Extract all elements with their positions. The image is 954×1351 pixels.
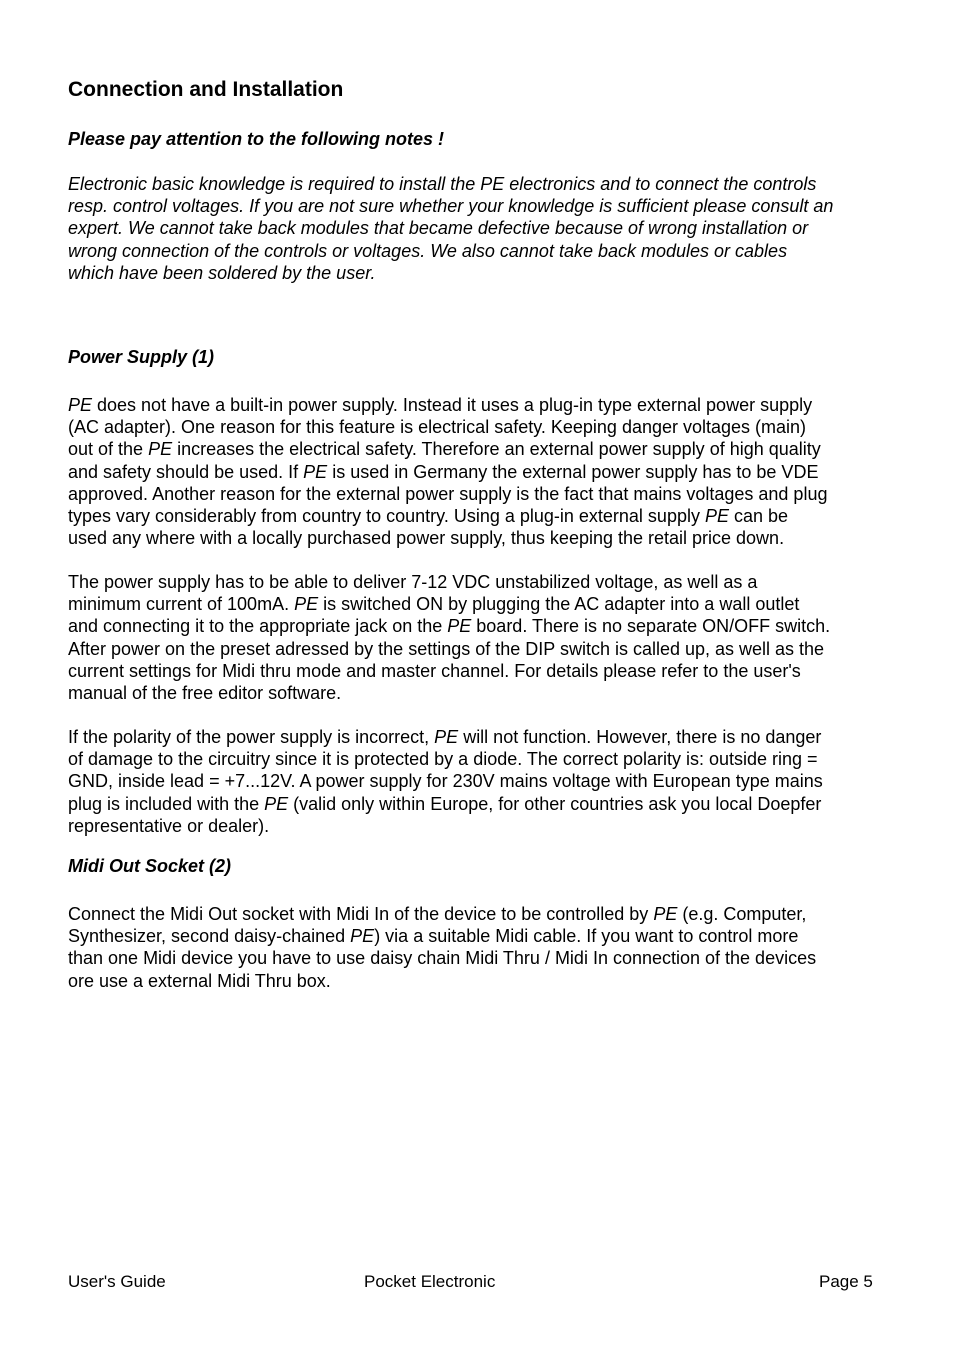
text-fragment: plug is included with the — [68, 793, 265, 814]
text-fragment: approved. Another reason for the external power supply is the fact that mains voltages and plug — [68, 483, 828, 504]
text-line — [68, 527, 890, 549]
footer-left: User's Guide — [68, 1272, 166, 1291]
power-supply-paragraph-1 — [68, 394, 890, 549]
text-fragment: can be — [728, 506, 789, 527]
pe-term: PE — [704, 506, 729, 527]
text-line — [68, 660, 890, 682]
text-line — [68, 815, 890, 837]
text-line — [68, 416, 890, 438]
text-line — [68, 970, 890, 992]
footer-page-number: Page 5 — [819, 1272, 873, 1291]
text-fragment: board. There is no separate ON/OFF switch. — [471, 616, 831, 637]
notes-line: Electronic basic knowledge is required to install the PE electronics and to connect the controls — [68, 174, 817, 194]
text-line — [68, 461, 890, 483]
text-fragment: minimum current of 100mA. — [68, 594, 295, 615]
text-fragment: Connect the Midi Out socket with Midi In of the device to be controlled by — [68, 904, 654, 924]
text-fragment: types vary considerably from country to country. Using a plug-in external supply — [68, 506, 705, 527]
pe-term: PE — [303, 461, 328, 482]
text-line — [68, 793, 890, 815]
text-line — [68, 571, 890, 593]
text-fragment: of damage to the circuitry since it is protected by a diode. The correct polarity is: outside ring = — [68, 749, 818, 770]
text-fragment: ) via a suitable Midi cable. If you want to control more — [374, 926, 799, 947]
text-line — [68, 615, 890, 637]
text-line — [68, 947, 890, 969]
text-fragment: representative or dealer). — [68, 815, 270, 836]
text-fragment: out of the — [68, 439, 149, 460]
footer-center: Pocket Electronic — [364, 1272, 496, 1291]
text-fragment: (valid only within Europe, for other countries ask you local Doepfer — [288, 793, 822, 814]
notes-line: resp. control voltages. If you are not sure whether your knowledge is sufficient please consult an — [68, 196, 834, 217]
text-line — [68, 483, 890, 505]
pe-term: PE — [434, 727, 459, 747]
pe-term: PE — [294, 594, 319, 615]
text-fragment: After power on the preset adressed by the settings of the DIP switch is called up, as well as the — [68, 638, 825, 659]
text-fragment: current settings for Midi thru mode and master channel. For details please refer to the user's — [68, 660, 801, 681]
text-fragment: is switched ON by plugging the AC adapter into a wall outlet — [318, 594, 800, 615]
notes-heading: Please pay attention to the following notes ! — [68, 129, 445, 149]
text-fragment: (AC adapter). One reason for this feature is electrical safety. Keeping danger voltages (main) — [68, 417, 807, 438]
text-fragment: Synthesizer, second daisy-chained — [68, 926, 351, 947]
text-fragment: does not have a built-in power supply. Instead it uses a plug-in type external power supply — [92, 395, 813, 415]
text-fragment: If the polarity of the power supply is incorrect, — [68, 727, 435, 747]
text-line — [68, 903, 890, 925]
pe-term: PE — [68, 395, 93, 415]
text-fragment: increases the electrical safety. Therefore an external power supply of high quality — [172, 439, 821, 460]
notes-paragraph — [68, 173, 890, 284]
pe-term: PE — [264, 793, 289, 814]
text-line — [68, 394, 890, 416]
text-fragment: and connecting it to the appropriate jack on the — [68, 616, 448, 637]
text-fragment: (e.g. Computer, — [677, 904, 807, 924]
power-supply-heading: Power Supply (1) — [68, 347, 215, 367]
text-fragment: GND, inside lead = +7...12V. A power supply for 230V mains voltage with European type mains — [68, 771, 823, 792]
notes-line: wrong connection of the controls or voltages. We also cannot take back modules or cables — [68, 240, 788, 261]
text-line — [68, 505, 890, 527]
text-fragment: ore use a external Midi Thru box. — [68, 970, 331, 991]
text-line — [68, 726, 890, 748]
text-fragment: than one Midi device you have to use daisy chain Midi Thru / Midi In connection of the devices — [68, 948, 817, 969]
power-supply-paragraph-3 — [68, 726, 890, 837]
pe-term: PE — [653, 904, 678, 924]
text-line — [68, 770, 890, 792]
text-line — [68, 638, 890, 660]
pe-term: PE — [350, 926, 375, 947]
text-line — [68, 438, 890, 460]
text-fragment: is used in Germany the external power supply has to be VDE — [327, 461, 819, 482]
text-fragment: manual of the free editor software. — [68, 683, 342, 704]
midi-out-paragraph — [68, 903, 890, 992]
text-line — [68, 748, 890, 770]
text-fragment: will not function. However, there is no danger — [458, 727, 822, 747]
text-line — [68, 682, 890, 704]
notes-line: which have been soldered by the user. — [68, 262, 376, 283]
text-line — [68, 593, 890, 615]
notes-line: expert. We cannot take back modules that became defective because of wrong installation or — [68, 218, 809, 239]
page-title: Connection and Installation — [68, 78, 344, 101]
text-fragment: The power supply has to be able to deliver 7-12 VDC unstabilized voltage, as well as a — [68, 572, 758, 592]
text-fragment: used any where with a locally purchased power supply, thus keeping the retail price down. — [68, 528, 785, 549]
power-supply-paragraph-2 — [68, 571, 890, 704]
pe-term: PE — [148, 439, 173, 460]
pe-term: PE — [447, 616, 472, 637]
text-line — [68, 925, 890, 947]
text-fragment: and safety should be used. If — [68, 461, 304, 482]
midi-out-heading: Midi Out Socket (2) — [68, 856, 232, 876]
